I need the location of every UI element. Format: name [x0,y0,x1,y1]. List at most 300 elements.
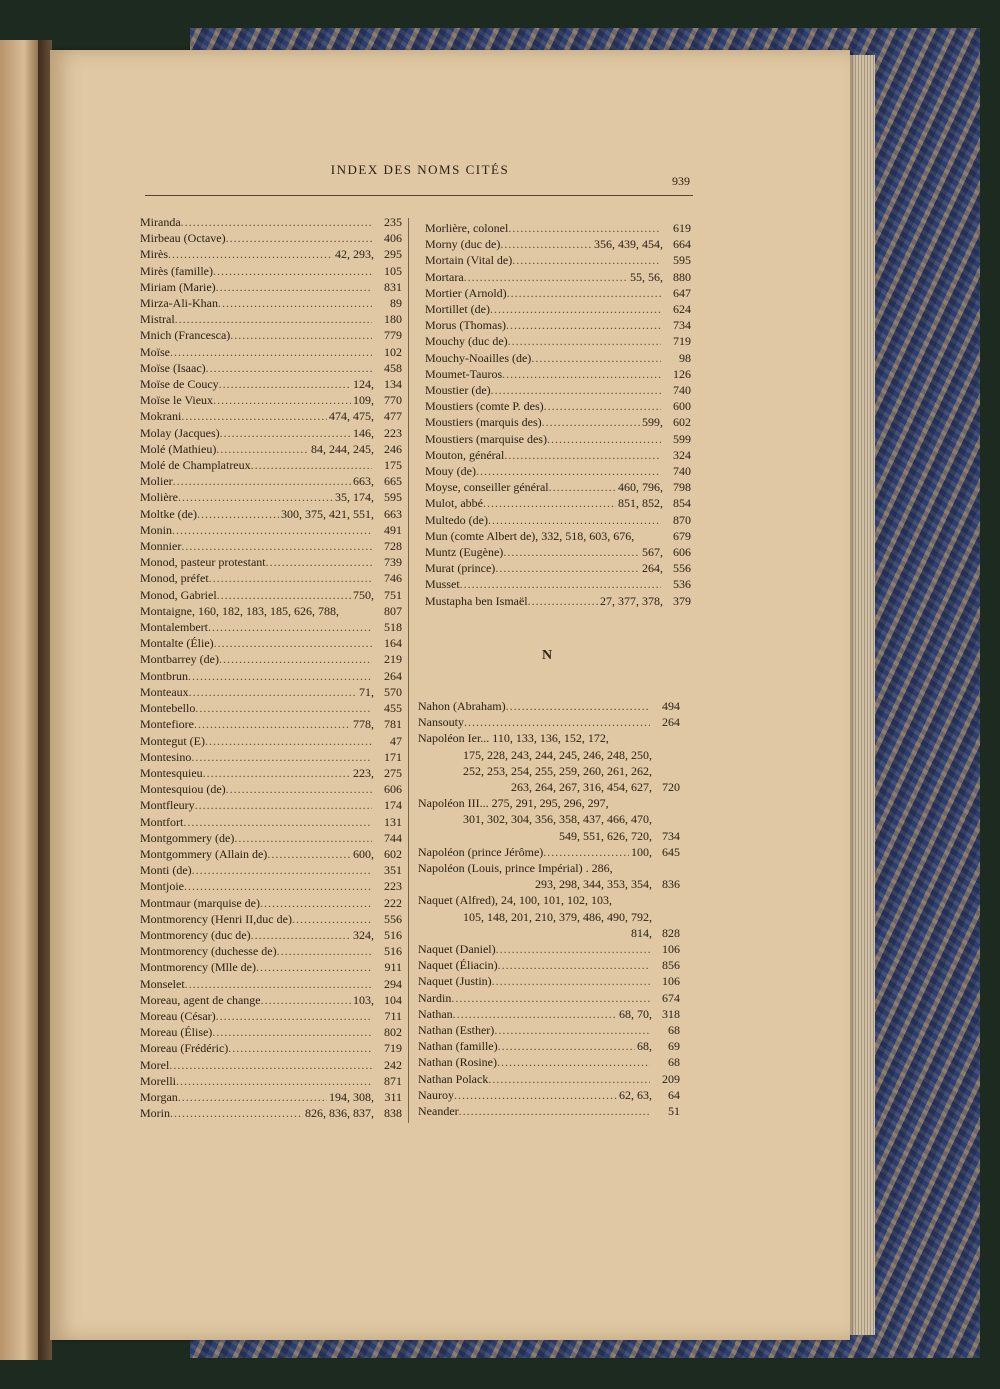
entry-last-page: 64 [668,1087,680,1102]
entry-last-page: 674 [662,990,680,1005]
entry-name: Moyse, conseiller général [425,480,549,495]
leader-dots [170,344,372,360]
index-entry [140,700,402,716]
entry-last-page: 734 [673,318,691,333]
entry-name: Nathan (Rosine) [418,1055,497,1070]
index-entry [425,220,691,236]
entry-last-page: 134 [384,377,402,392]
index-entry [140,781,402,797]
entry-last-page: 740 [673,464,691,479]
entry-name: Montesquiou (de) [140,782,226,797]
leader-dots [178,1089,327,1105]
entry-name: Montgommery (de) [140,830,235,845]
right-index-column-m [425,220,691,609]
leader-dots [217,587,351,603]
entry-last-page: 518 [384,620,402,635]
index-entry [140,651,402,667]
header-rule [145,195,693,196]
entry-name: Molière [140,490,178,505]
entry-page-refs: 68, 70, [619,1006,652,1021]
entry-last-page: 679 [673,528,691,543]
leader-dots [219,376,351,392]
index-entry [140,911,402,927]
entry-name: Moustiers (marquis des) [425,415,542,430]
entry-name: Montmorency (duc de) [140,927,251,942]
leader-dots [497,1054,650,1070]
entry-page-refs: 71, [359,684,374,699]
index-entry [418,1006,680,1022]
leader-dots [502,366,661,382]
entry-last-page: 491 [384,522,402,537]
entry-last-page: 602 [673,415,691,430]
entry-last-page: 606 [673,545,691,560]
index-entry [140,506,402,522]
index-entry [418,1103,680,1119]
entry-last-page: 720 [662,780,680,795]
index-entry [418,698,680,714]
entry-page-refs: 549, 551, 626, 720, [559,828,652,843]
leader-dots [543,844,629,860]
index-entry [140,408,402,424]
leader-dots [234,830,372,846]
entry-last-page: 223 [384,879,402,894]
leader-dots [261,992,351,1008]
entry-name: Miranda [140,215,181,229]
leader-dots [170,1105,303,1121]
entry-last-page: 175 [384,458,402,473]
entry-page-refs: 814, [631,925,652,940]
leader-dots [194,716,351,732]
entry-page-refs: 460, 796, [618,480,663,495]
entry-last-page: 180 [384,312,402,327]
entry-name: Nardin [418,990,452,1005]
index-entry [140,927,402,943]
index-entry [140,344,402,360]
index-entry [418,1038,680,1054]
entry-name: Moltke (de) [140,506,197,521]
entry-last-page: 798 [673,480,691,495]
entry-name: Moïse (Isaac) [140,360,206,375]
leader-dots [169,1057,372,1073]
entry-name: Morlière, colonel [425,221,509,235]
index-entry [425,366,691,382]
entry-last-page: 126 [673,366,691,381]
entry-last-page: 477 [384,409,402,424]
index-entry [425,495,691,511]
entry-last-page: 455 [384,701,402,716]
entry-name: Nathan (famille) [418,1039,498,1054]
entry-name: Morelli [140,1073,176,1088]
index-entry [418,1054,680,1070]
index-entry [140,1057,402,1073]
index-entry [140,279,402,295]
entry-name: Mistral [140,312,175,327]
entry-last-page: 734 [662,828,680,843]
leader-dots [267,846,351,862]
entry-last-page: 595 [384,490,402,505]
leader-dots [292,911,372,927]
entry-last-page: 102 [384,344,402,359]
entry-last-page: 69 [668,1039,680,1054]
entry-name: Nathan [418,1006,453,1021]
entry-page-refs: 252, 253, 254, 255, 259, 260, 261, 262, [463,763,652,778]
leader-dots [205,733,372,749]
index-entry [140,473,402,489]
leader-dots [508,333,661,349]
entry-last-page: 624 [673,302,691,317]
entry-last-page: 711 [384,1008,402,1023]
entry-page-refs: 663, [353,474,374,489]
leader-dots [277,943,372,959]
leader-dots [459,1103,650,1119]
leader-dots [212,1024,372,1040]
leader-dots [181,538,372,554]
leader-dots [496,941,650,957]
leader-dots [219,651,372,667]
entry-page-refs: 100, [631,844,652,859]
index-entry [425,447,691,463]
entry-last-page: 51 [668,1104,680,1119]
entry-last-page [652,811,680,827]
entry-last-page: 89 [390,296,402,311]
leader-dots [185,976,372,992]
entry-page-refs: 474, 475, [329,409,374,424]
index-entry-continuation [418,909,680,925]
entry-page-refs: 826, 836, 837, [305,1106,374,1121]
leader-dots [230,327,372,343]
right-index-column-n [418,698,680,1119]
index-entry [140,846,402,862]
entry-last-page: 831 [384,279,402,294]
entry-page-refs: 223, [353,765,374,780]
entry-name: Mirès [140,247,168,262]
entry-last-page: 770 [384,393,402,408]
index-entry [140,716,402,732]
entry-last-page: 275 [384,765,402,780]
entry-last-page: 740 [673,383,691,398]
index-entry [425,593,691,609]
index-entry [140,765,402,781]
index-entry [140,976,402,992]
index-entry [140,457,402,473]
entry-name: Naquet (Daniel) [418,942,496,957]
leader-dots [492,973,650,989]
leader-dots [507,285,661,301]
entry-name: Moïse de Coucy [140,377,219,392]
entry-page-refs: 175, 228, 243, 244, 245, 246, 248, 250, [463,747,652,762]
index-entry [140,376,402,392]
leader-dots [508,220,661,236]
entry-page-refs: 324, [353,927,374,942]
entry-name: Moustier (de) [425,383,491,398]
entry-last-page: 828 [662,925,680,940]
index-entry [418,730,680,746]
entry-last-page: 870 [673,512,691,527]
index-entry [140,635,402,651]
entry-last-page: 647 [673,285,691,300]
index-entry [140,959,402,975]
entry-name: Mouchy-Noailles (de) [425,350,532,365]
entry-name: Napoléon (Louis, prince Impérial) . 286, [418,861,613,876]
entry-name: Mouton, général [425,447,505,462]
entry-last-page: 295 [384,247,402,262]
leader-dots [490,301,661,317]
entry-last-page: 807 [384,603,402,618]
entry-page-refs: 105, 148, 201, 210, 379, 486, 490, 792, [463,909,652,924]
index-entry [140,311,402,327]
entry-last-page: 781 [384,717,402,732]
leader-dots [491,382,661,398]
index-entry [140,603,402,619]
leader-dots [488,1071,650,1087]
page-header-title: INDEX DES NOMS CITÉS [330,162,510,177]
index-entry [425,414,691,430]
leader-dots [206,360,372,376]
entry-name: Montgommery (Allain de) [140,846,268,861]
leader-dots [451,990,650,1006]
entry-name: Monod, Gabriel [140,587,217,602]
index-entry [418,1087,680,1103]
entry-name: Montalembert [140,620,208,635]
entry-page-refs: 301, 302, 304, 356, 358, 437, 466, 470, [463,812,652,827]
entry-name: Naquet (Éliacin) [418,958,498,973]
entry-last-page: 744 [384,830,402,845]
leader-dots [542,414,640,430]
entry-last-page: 242 [384,1057,402,1072]
index-entry [140,392,402,408]
entry-name: Naquet (Alfred), 24, 100, 101, 102, 103, [418,893,612,908]
entry-last-page: 556 [673,561,691,576]
index-entry [418,1022,680,1038]
index-entry [425,301,691,317]
entry-page-refs: 62, 63, [619,1087,652,1102]
entry-name: Montbarrey (de) [140,652,219,667]
entry-last-page: 294 [384,976,402,991]
entry-last-page: 779 [384,328,402,343]
entry-name: Muntz (Eugène) [425,545,504,560]
index-entry-continuation [418,779,680,795]
index-entry [418,714,680,730]
leader-dots [181,214,372,230]
entry-last-page: 222 [384,895,402,910]
leader-dots [216,279,372,295]
entry-name: Montfleury [140,798,195,813]
leader-dots [228,1040,372,1056]
leader-dots [220,425,351,441]
entry-page-refs: 263, 264, 267, 316, 454, 627, [511,780,652,795]
leader-dots [504,447,661,463]
leader-dots [528,593,598,609]
entry-name: Morny (duc de) [425,237,501,252]
left-index-column [140,214,402,1121]
index-entry [425,560,691,576]
entry-last-page: 719 [673,334,691,349]
index-entry [418,973,680,989]
entry-name: Molé de Champlatreux [140,458,251,473]
leader-dots [173,473,351,489]
entry-name: Molier [140,474,173,489]
leader-dots [266,554,372,570]
index-entry [140,441,402,457]
index-entry-continuation [418,925,680,941]
index-entry [425,398,691,414]
index-entry [140,587,402,603]
index-entry [140,1024,402,1040]
entry-name: Montmorency (Henri II,duc de) [140,911,292,926]
page-number: 939 [672,174,690,188]
entry-last-page: 68 [668,1055,680,1070]
index-entry [425,236,691,252]
entry-last-page: 223 [384,425,402,440]
entry-name: Monti (de) [140,863,192,878]
leader-dots [544,398,661,414]
index-entry [140,992,402,1008]
entry-last-page: 619 [673,221,691,235]
leader-dots [175,311,372,327]
entry-last-page: 235 [384,215,402,229]
index-entry [425,285,691,301]
entry-name: Montmorency (Mlle de) [140,960,256,975]
index-entry [140,1089,402,1105]
index-entry [140,295,402,311]
index-entry [140,570,402,586]
index-entry [140,425,402,441]
entry-name: Mun (comte Albert de), 332, 518, 603, 676, [425,528,635,543]
entry-last-page: 458 [384,360,402,375]
leader-dots [547,431,661,447]
entry-last-page: 746 [384,571,402,586]
leader-dots [195,700,372,716]
leader-dots [184,878,372,894]
entry-name: Montfort [140,814,184,829]
entry-last-page: 516 [384,927,402,942]
leader-dots [189,684,357,700]
entry-name: Monod, pasteur protestant [140,555,266,570]
leader-dots [216,1008,372,1024]
leader-dots [203,765,351,781]
leader-dots [213,392,351,408]
entry-name: Montjoie [140,879,184,894]
entry-name: Mulot, abbé [425,496,483,511]
entry-name: Montegut (E) [140,733,205,748]
leader-dots [208,619,372,635]
index-entry [140,327,402,343]
entry-page-refs: 84, 244, 245, [311,441,374,456]
entry-last-page: 871 [384,1073,402,1088]
index-entry [418,860,680,876]
leader-dots [192,862,372,878]
section-letter-heading: N [542,648,553,663]
index-entry [425,431,691,447]
leader-dots [503,544,640,560]
entry-name: Mouy (de) [425,464,476,479]
entry-name: Montbrun [140,668,188,683]
entry-last-page: 311 [384,1089,402,1104]
index-entry [425,463,691,479]
entry-name: Mouchy (duc de) [425,334,508,349]
index-entry [425,252,691,268]
entry-page-refs: 300, 375, 421, 551, [281,506,374,521]
index-entry [140,814,402,830]
entry-name: Miriam (Marie) [140,279,216,294]
leader-dots [506,698,650,714]
entry-last-page: 264 [384,668,402,683]
leader-dots [549,479,616,495]
entry-page-refs: 109, [353,393,374,408]
entry-last-page: 406 [384,231,402,246]
leader-dots [226,230,372,246]
entry-last-page: 728 [384,539,402,554]
leader-dots [183,814,372,830]
entry-name: Morus (Thomas) [425,318,506,333]
index-entry [140,895,402,911]
entry-last-page: 68 [668,1023,680,1038]
entry-name: Montmaur (marquise de) [140,895,260,910]
entry-name: Morgan [140,1089,178,1104]
entry-name: Moïse [140,344,170,359]
index-entry [140,684,402,700]
entry-name: Napoléon (prince Jérôme) [418,844,544,859]
entry-last-page: 209 [662,1071,680,1086]
index-entry [140,1008,402,1024]
entry-name: Mortain (Vital de) [425,253,513,268]
entry-last-page: 318 [662,1006,680,1021]
entry-name: Monteaux [140,684,189,699]
entry-name: Montebello [140,701,196,716]
index-entry [140,263,402,279]
leader-dots [214,635,372,651]
index-page [50,50,850,1340]
entry-name: Morel [140,1057,170,1072]
index-entry [140,489,402,505]
entry-page-refs: 567, [642,545,663,560]
leader-dots [188,668,372,684]
entry-name: Moustiers (comte P. des) [425,399,544,414]
entry-name: Montefiore [140,717,194,732]
entry-name: Napoléon Ier... 110, 133, 136, 152, 172, [418,731,609,746]
entry-name: Mirès (famille) [140,263,213,278]
leader-dots [531,350,661,366]
index-entry [418,990,680,1006]
entry-name: Mustapha ben Ismaël [425,593,528,608]
entry-page-refs: 124, [353,377,374,392]
index-entry [140,538,402,554]
entry-last-page: 131 [384,814,402,829]
entry-last-page: 751 [384,587,402,602]
index-entry [140,554,402,570]
leader-dots [498,957,650,973]
leader-dots [494,1022,650,1038]
index-entry [425,479,691,495]
leader-dots [172,522,372,538]
entry-last-page: 606 [384,782,402,797]
index-entry [425,350,691,366]
entry-page-refs: 599, [642,415,663,430]
entry-last-page: 106 [662,942,680,957]
index-entry [425,576,691,592]
entry-name: Monin [140,522,173,537]
entry-name: Murat (prince) [425,561,496,576]
entry-last-page: 219 [384,652,402,667]
index-entry [140,619,402,635]
entry-last-page: 105 [384,263,402,278]
entry-name: Nahon (Abraham) [418,699,506,713]
entry-page-refs: 851, 852, [618,496,663,511]
leader-dots [197,506,279,522]
leader-dots [251,927,351,943]
entry-name: Moreau (César) [140,1008,216,1023]
index-entry [140,862,402,878]
